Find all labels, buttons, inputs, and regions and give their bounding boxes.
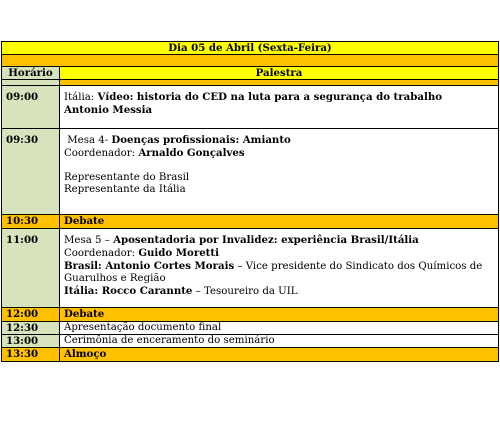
coordinator-label: Coordenador: bbox=[64, 248, 139, 259]
session-row bbox=[2, 86, 499, 129]
session-row bbox=[2, 322, 499, 335]
talk-header: Palestra bbox=[60, 67, 499, 80]
session-label: Cerimônia de enceramento do seminário bbox=[60, 335, 499, 348]
session-row bbox=[2, 335, 499, 348]
session-row bbox=[2, 129, 499, 215]
session-time: 10:30 bbox=[2, 215, 60, 229]
coordinator-name: Arnaldo Gonçalves bbox=[138, 147, 245, 159]
panelist-role-cont: Guarulhos e Região bbox=[64, 273, 166, 284]
representative-italy: Representante da Itália bbox=[64, 184, 186, 195]
session-prefix: Itália: bbox=[64, 92, 98, 103]
break-row bbox=[2, 215, 499, 229]
schedule-table bbox=[1, 41, 499, 362]
break-row bbox=[2, 308, 499, 322]
break-row bbox=[2, 348, 499, 362]
time-header: Horário bbox=[2, 67, 60, 80]
session-cell bbox=[60, 86, 499, 129]
session-time: 09:00 bbox=[6, 91, 39, 103]
representative-brazil: Representante do Brasil bbox=[64, 172, 190, 183]
session-row bbox=[2, 229, 499, 308]
break-label: Debate bbox=[60, 308, 499, 322]
coordinator-label: Coordenador: bbox=[64, 148, 139, 159]
session-cell bbox=[60, 229, 499, 308]
session-time: 12:30 bbox=[2, 322, 60, 335]
session-title: Doenças profissionais: Amianto bbox=[111, 134, 291, 146]
session-time: 13:00 bbox=[2, 335, 60, 348]
coordinator-name: Guido Moretti bbox=[138, 247, 219, 259]
session-prefix: Mesa 5 – bbox=[64, 235, 114, 246]
session-speaker: Antonio Messia bbox=[64, 104, 153, 116]
break-label: Almoço bbox=[60, 348, 499, 362]
session-title: Vídeo: historia do CED na luta para a segurança do trabalho bbox=[97, 91, 443, 103]
session-cell bbox=[60, 129, 499, 215]
session-label: Apresentação documento final bbox=[60, 322, 499, 335]
panelist-name: Itália: Rocco Carannte bbox=[64, 285, 193, 297]
session-time: 11:00 bbox=[6, 234, 39, 246]
header-row bbox=[2, 67, 499, 80]
session-title: Aposentadoria por Invalidez: experiência Brasil/Itália bbox=[113, 234, 419, 246]
panelist-role: – Tesoureiro da UIL bbox=[192, 286, 298, 297]
session-time: 13:30 bbox=[2, 348, 60, 362]
session-time: 09:30 bbox=[6, 134, 39, 146]
break-label: Debate bbox=[60, 215, 499, 229]
spacer-row bbox=[2, 55, 499, 67]
session-prefix: Mesa 4- bbox=[67, 135, 112, 146]
title-row bbox=[2, 42, 499, 55]
day-title: Dia 05 de Abril (Sexta-Feira) bbox=[2, 42, 499, 55]
session-time: 12:00 bbox=[2, 308, 60, 322]
panelist-role: – Vice presidente do Sindicato dos Químicos de bbox=[234, 261, 483, 272]
panelist-name: Brasil: Antonio Cortes Morais bbox=[64, 260, 235, 272]
